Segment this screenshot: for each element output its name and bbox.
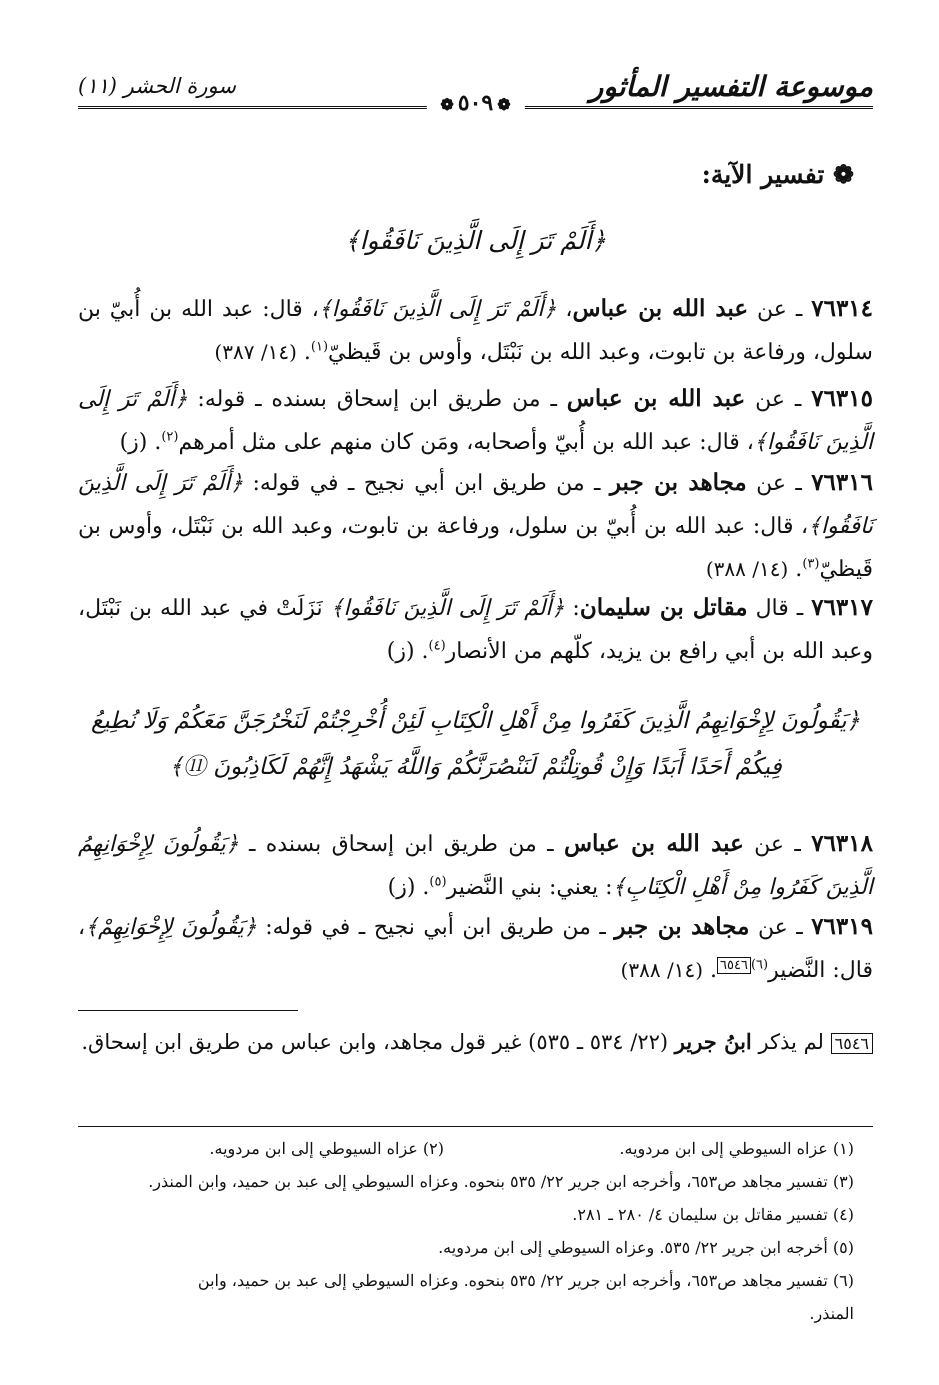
narrator-name: عبد الله بن عباس <box>572 295 749 322</box>
narration-text: ـ من طريق ابن أبي نجيح ـ في قوله: <box>243 471 610 496</box>
narration-76317 <box>78 586 873 673</box>
footnote-marker: (١) <box>310 339 329 355</box>
volume-reference: (١٤/ ٣٨٧) <box>214 340 297 364</box>
verse-heading-2-line-1: ﴿يَقُولُونَ لِإِخْوَانِهِمُ الَّذِينَ كَفَرُوا مِنْ أَهْلِ الْكِتَابِ لَئِنْ أُخْرِجْتُمْ لَنَخْرُجَنَّ مَعَكُمْ وَلَا نُطِيعُ <box>91 708 860 734</box>
footnotes-rule <box>78 1126 873 1127</box>
narration-number: ٧٦٣١٤ <box>811 295 874 322</box>
narrator-name: عبد الله بن عباس <box>563 830 744 857</box>
footnote-3: (٣) تفسير مجاهد ص٦٥٣، وأخرجه ابن جرير ٢٢/ ٥٣٥ بنحوه. وعزاه السيوطي إلى عبد بن حميد، وابن المنذر. <box>148 1172 854 1191</box>
narration-text: ـ قال <box>747 596 812 621</box>
narration-text: . <box>788 557 803 582</box>
surah-title: سورة الحشر (١١) <box>78 74 237 98</box>
section-title: تفسير الآية: <box>701 160 825 189</box>
footnote-1: (١) عزاه السيوطي إلى ابن مردويه. <box>619 1139 854 1158</box>
section-heading <box>702 160 854 189</box>
narration-76314 <box>78 287 873 374</box>
narration-number: ٧٦٣١٧ <box>811 594 873 621</box>
narrator-name: عبد الله بن عباس <box>566 385 746 412</box>
narration-number: ٧٦٣١٩ <box>811 913 873 940</box>
commentary-number-box: ٦٥٤٦ <box>831 1033 873 1054</box>
ornament-icon: ❁ <box>440 95 454 114</box>
narrator-name: مجاهد بن جبر <box>609 469 747 496</box>
narration-text: . (ز) <box>119 430 162 455</box>
narration-text: ـ من طريق ابن أبي نجيح ـ في قوله: <box>256 915 615 940</box>
volume-reference: (١٤/ ٣٨٨) <box>620 958 703 982</box>
narration-text: . (ز) <box>387 875 430 900</box>
footnote-marker: (٥) <box>429 874 447 890</box>
verse-heading-2-line-2: فِيكُمْ أَحَدًا أَبَدًا وَإِنْ قُوتِلْتُمْ لَنَنْصُرَنَّكُمْ وَاللَّهُ يَشْهَدُ إِنَّهُمْ لَكَاذِبُونَ ⑪﴾ <box>169 754 782 780</box>
narration-text: ـ عن <box>743 832 812 857</box>
quran-quote: ﴿أَلَمْ تَرَ إِلَى الَّذِينَ نَافَقُوا﴾ <box>78 387 873 455</box>
footnote-6-continued: المنذر. <box>809 1304 854 1323</box>
narration-text: ـ عن <box>745 387 812 412</box>
narration-text: . <box>296 340 311 365</box>
narration-text: ، <box>556 297 573 322</box>
book-title: موسوعة التفسير المأثور <box>589 70 873 103</box>
quran-quote: ﴿أَلَمْ تَرَ إِلَى الَّذِينَ نَافَقُوا﴾ <box>318 297 557 322</box>
narration-text: . <box>703 958 717 983</box>
narration-text: ، قال: النَّضير <box>78 915 873 983</box>
narration-text: نَزَلَتْ في عبد الله بن نَبْتَل، وعبد الله بن أبي رافع بن يزيد، كلّهم من الأنصار <box>78 596 873 664</box>
volume-reference: (١٤/ ٣٨٨) <box>705 557 789 581</box>
commentary-text: (٢٢/ ٥٣٤ ـ ٥٣٥) غير قول مجاهد، وابن عباس من طريق ابن إسحاق. <box>81 1030 675 1054</box>
quran-quote: ﴿يَقُولُونَ لِإِخْوَانِهِمُ الَّذِينَ كَفَرُوا مِنْ أَهْلِ الْكِتَابِ﴾ <box>78 832 873 900</box>
page-number-text: ٥٠٩ <box>457 90 494 116</box>
commentary-text: لم يذكر <box>751 1030 831 1054</box>
page-header <box>78 70 873 116</box>
commentary-note <box>78 1020 873 1065</box>
narration-text: ـ من طريق ابن إسحاق بسنده ـ قوله: <box>187 387 567 412</box>
footnote-2: (٢) عزاه السيوطي إلى ابن مردويه. <box>209 1139 444 1158</box>
narration-76319 <box>78 905 873 992</box>
narrator-name: مقاتل بن سليمان <box>579 594 748 621</box>
ornament-icon: ❁ <box>497 95 511 114</box>
narration-number: ٧٦٣١٦ <box>811 469 873 496</box>
narration-76318 <box>78 822 873 909</box>
footnote-marker: (٤) <box>428 638 446 654</box>
flower-icon: ❁ <box>824 160 854 189</box>
narration-text: ـ عن <box>748 297 812 322</box>
commentary-rule <box>78 1010 298 1011</box>
quran-quote: ﴿أَلَمْ تَرَ إِلَى الَّذِينَ نَافَقُوا﴾ <box>330 596 565 621</box>
footnote-6: (٦) تفسير مجاهد ص٦٥٣، وأخرجه ابن جرير ٢٢/ ٥٣٥ بنحوه. وعزاه السيوطي إلى عبد بن حميد، وابن <box>197 1271 854 1290</box>
narration-76316 <box>78 461 873 591</box>
footnote-4: (٤) تفسير مقاتل بن سليمان ٤/ ٢٨٠ ـ ٢٨١. <box>572 1205 854 1224</box>
narration-text: ، قال: عبد الله بن أُبيّ بن سلول، ورفاعة بن تابوت، وعبد الله بن نَبْتَل، وأوس بن قَيظيّ <box>78 297 873 365</box>
narration-number: ٧٦٣١٥ <box>811 385 873 412</box>
footnote-5: (٥) أخرجه ابن جرير ٢٢/ ٥٣٥. وعزاه السيوطي إلى ابن مردويه. <box>438 1238 854 1257</box>
narration-text: ـ عن <box>749 915 812 940</box>
verse-heading-1: ﴿أَلَمْ تَرَ إِلَى الَّذِينَ نَافَقُوا﴾ <box>344 226 607 255</box>
narration-text: : <box>564 596 580 621</box>
commentary-marker-box: ٦٥٤٦ <box>717 957 751 974</box>
page-number <box>426 90 524 116</box>
narration-text: ـ عن <box>746 471 812 496</box>
quran-quote: ﴿يَقُولُونَ لِإِخْوَانِهِمْ﴾ <box>85 915 257 940</box>
narration-text: ، قال: عبد الله بن أُبيّ وأصحابه، ومَن كان منهم على مثل أمرهم <box>178 430 754 455</box>
footnote-marker: (٣) <box>802 556 820 572</box>
narration-text: ، قال: عبد الله بن أُبيّ بن سلول، ورفاعة بن تابوت، وعبد الله بن نَبْتَل، وأوس بن قَيظيّ <box>78 514 873 582</box>
footnote-marker: (٦) <box>750 957 769 973</box>
narration-76315 <box>78 377 873 464</box>
narration-text: : يعني: بني النَّضير <box>446 875 613 900</box>
narration-text: ـ من طريق ابن إسحاق بسنده ـ <box>238 832 564 857</box>
narration-number: ٧٦٣١٨ <box>811 830 873 857</box>
commentary-author: ابنُ جرير <box>674 1029 752 1054</box>
narration-text: . (ز) <box>386 639 429 664</box>
narrator-name: مجاهد بن جبر <box>614 913 750 940</box>
footnote-marker: (٢) <box>161 429 179 445</box>
quran-quote: ﴿أَلَمْ تَرَ إِلَى الَّذِينَ نَافَقُوا﴾ <box>78 471 873 539</box>
